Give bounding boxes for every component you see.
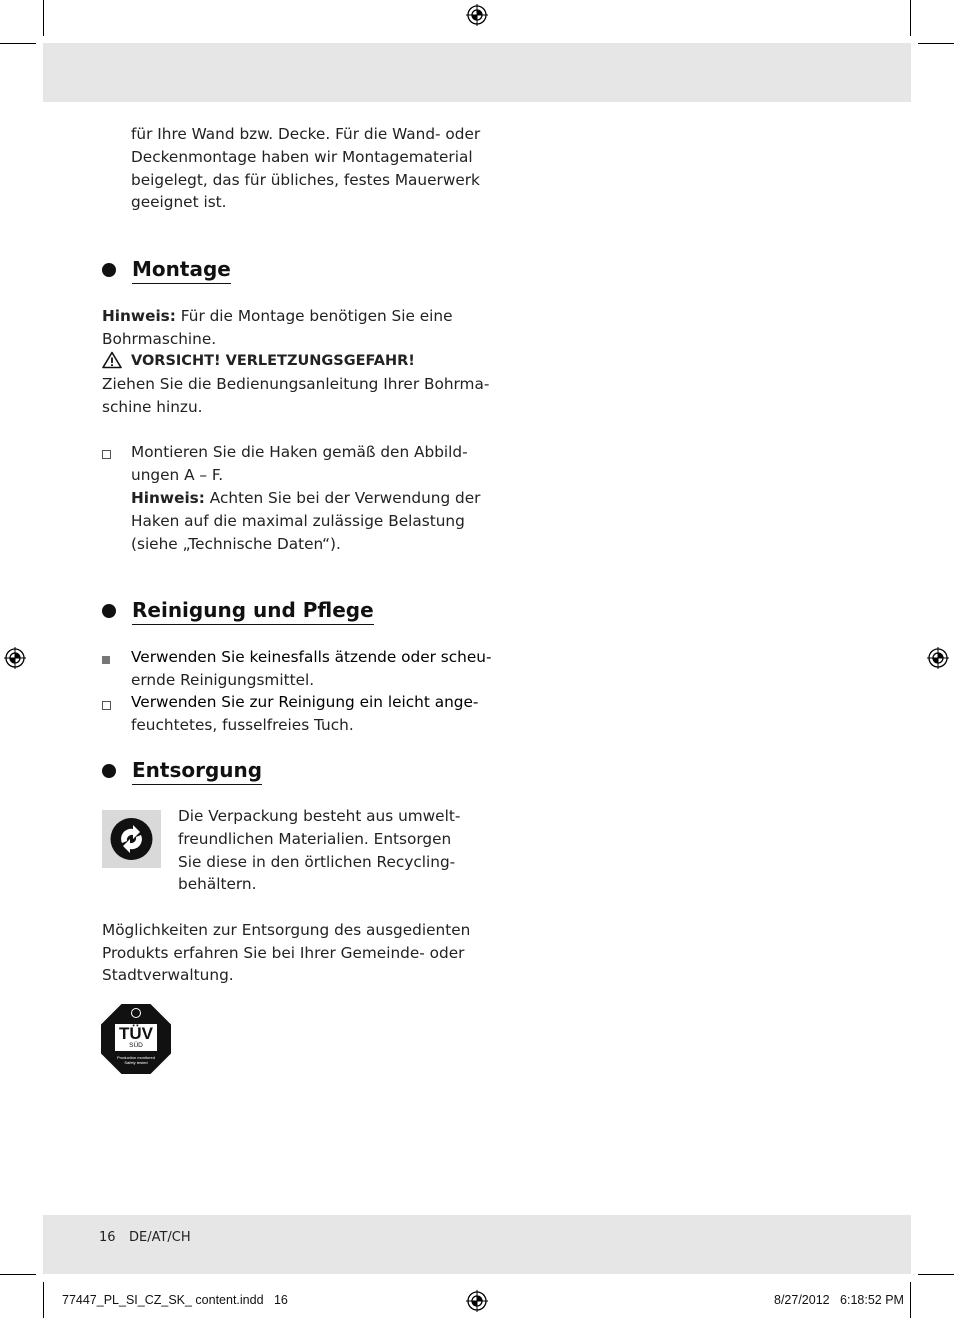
packaging-text-line: Die Verpackung besteht aus umwelt- — [178, 807, 461, 825]
hint-paragraph — [102, 305, 453, 328]
tuv-caption: Production monitored — [116, 1055, 156, 1060]
step-hint-line: (siehe „Technische Daten“). — [131, 535, 341, 553]
warning-triangle-icon — [102, 351, 122, 369]
recycling-green-dot-icon — [102, 810, 161, 868]
hint-label: Hinweis: — [131, 489, 205, 507]
warning-label: VORSICHT! VERLETZUNGSGEFAHR! — [131, 353, 415, 369]
tuv-octagon-seal — [101, 1004, 171, 1074]
disposal-text-line: Produkts erfahren Sie bei Ihrer Gemeinde- oder — [102, 944, 465, 962]
hint-text-line: Bohrmaschine. — [102, 330, 217, 348]
section-heading-entsorgung — [102, 757, 262, 785]
registration-mark-icon — [4, 647, 26, 669]
crop-mark — [910, 0, 911, 36]
registration-mark-icon — [466, 4, 488, 26]
registration-mark-icon — [466, 1290, 488, 1312]
step-text-line: Montieren Sie die Haken gemäß den Abbild- — [131, 443, 468, 461]
crop-mark — [910, 1282, 911, 1318]
intro-line: beigelegt, das für übliches, festes Mauerwerk — [131, 171, 480, 189]
region-label: DE/AT/CH — [129, 1230, 191, 1245]
step-hint-line: Haken auf die maximal zulässige Belastung — [131, 512, 465, 530]
list-item-line: Verwenden Sie zur Reinigung ein leicht ange- — [131, 693, 479, 711]
list-item-line: Verwenden Sie keinesfalls ätzende oder scheu- — [131, 648, 492, 666]
hint-label: Hinweis: — [102, 307, 176, 325]
warning-text-line: Ziehen Sie die Bedienungsanleitung Ihrer Bohrma- — [102, 375, 490, 393]
tuv-brand: TÜV — [119, 1024, 153, 1043]
header-band — [43, 43, 911, 102]
disposal-text-line: Möglichkeiten zur Entsorgung des ausgedienten — [102, 921, 471, 939]
timestamp: 8/27/2012 6:18:52 PM — [774, 1293, 904, 1307]
warning-text-line: schine hinzu. — [102, 398, 203, 416]
tuv-caption: Safety tested — [124, 1060, 148, 1065]
checkbox-bullet-icon — [102, 701, 111, 710]
checkbox-bullet-icon — [102, 450, 111, 459]
heading-text: Entsorgung — [132, 757, 262, 785]
packaging-text-line: behältern. — [178, 875, 257, 893]
hint-text: Für die Montage benötigen Sie eine — [175, 307, 453, 325]
file-info: 77447_PL_SI_CZ_SK_ content.indd 16 — [62, 1293, 288, 1307]
crop-mark — [918, 1274, 954, 1275]
step-hint — [131, 487, 480, 510]
crop-mark — [43, 0, 44, 36]
heading-bullet-icon — [102, 604, 116, 618]
packaging-text-line: freundlichen Materialien. Entsorgen — [178, 830, 452, 848]
section-heading-reinigung — [102, 597, 374, 625]
heading-bullet-icon — [102, 263, 116, 277]
crop-mark — [0, 43, 36, 44]
packaging-text-line: Sie diese in den örtlichen Recycling- — [178, 853, 456, 871]
intro-line: für Ihre Wand bzw. Decke. Für die Wand- oder — [131, 125, 481, 143]
tuv-sub: SÜD — [129, 1042, 143, 1049]
list-item-line: feuchtetes, fusselfreies Tuch. — [131, 716, 354, 734]
section-heading-montage — [102, 256, 231, 284]
heading-text: Montage — [132, 256, 231, 284]
page-number: 16 — [99, 1230, 116, 1245]
heading-bullet-icon — [102, 764, 116, 778]
disposal-text-line: Stadtverwaltung. — [102, 966, 234, 984]
intro-line: geeignet ist. — [131, 193, 227, 211]
crop-mark — [918, 43, 954, 44]
heading-text: Reinigung und Pflege — [132, 597, 374, 625]
step-text-line: ungen A – F. — [131, 466, 224, 484]
intro-line: Deckenmontage haben wir Montagematerial — [131, 148, 473, 166]
crop-mark — [0, 1274, 36, 1275]
crop-mark — [43, 1282, 44, 1318]
list-item-line: ernde Reinigungsmittel. — [131, 671, 315, 689]
hint-text: Achten Sie bei der Verwendung der — [204, 489, 481, 507]
filled-bullet-icon — [102, 656, 110, 664]
registration-mark-icon — [927, 647, 949, 669]
